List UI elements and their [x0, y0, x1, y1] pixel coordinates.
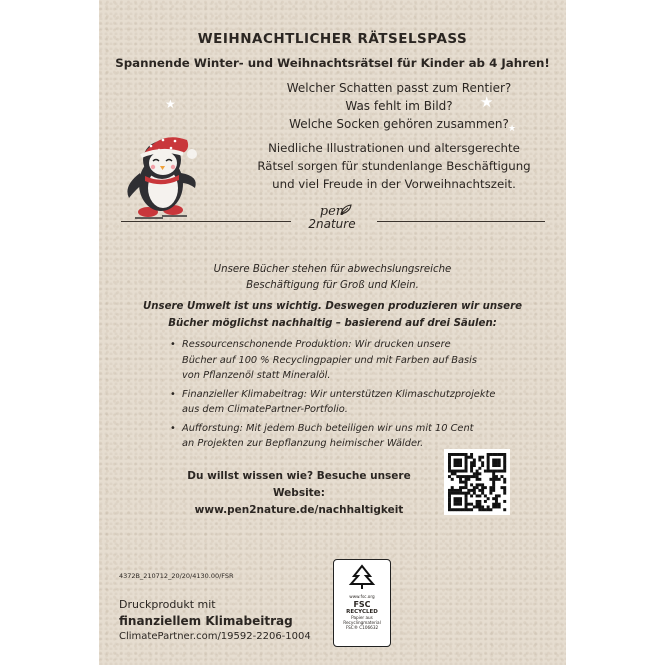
bullet-line: • Finanzieller Klimabeitrag: Wir unterstützen Klimaschutzprojekte	[182, 388, 496, 400]
fsc-recycled: RECYCLED	[346, 609, 378, 615]
bullet-line: an Projekten zur Bepflanzung heimischer Wälder.	[182, 438, 424, 449]
bullet-line: • Aufforstung: Mit jedem Buch beteiligen wir uns mit 10 Cent	[182, 422, 474, 434]
bullet-item	[167, 337, 497, 384]
bullet-line: aus dem ClimatePartner-Portfolio.	[182, 404, 348, 415]
fsc-logo	[333, 559, 391, 647]
question-list	[249, 79, 549, 133]
description	[234, 139, 554, 193]
back-cover-page	[99, 0, 566, 665]
penguin-illustration	[115, 128, 215, 225]
intro-text	[99, 262, 566, 294]
fsc-text1: Papier aus	[351, 615, 373, 620]
logo-line2: 2nature	[308, 217, 356, 231]
question-item: Welcher Schatten passt zum Rentier?	[286, 81, 512, 95]
star-icon: ★	[165, 97, 176, 111]
pen2nature-logo	[297, 205, 367, 231]
page-title: WEIHNACHTLICHER RÄTSELSPASS	[197, 31, 468, 47]
intro-line: Unsere Bücher stehen für abwechslungsreiche	[213, 264, 452, 275]
question-item: Was fehlt im Bild?	[345, 99, 453, 113]
climate-line3: ClimatePartner.com/19592-2206-1004	[119, 631, 311, 642]
intro-bold-line: Bücher möglichst nachhaltig – basierend auf drei Säulen:	[168, 318, 497, 329]
fsc-url: www.fsc.org	[349, 594, 375, 599]
bullet-item	[167, 387, 497, 418]
fsc-text2: Recyclingmaterial	[343, 620, 381, 625]
website-link[interactable]: www.pen2nature.de/nachhaltigkeit	[194, 504, 404, 516]
sustainability-bullets	[167, 337, 497, 455]
bullet-line: Bücher auf 100 % Recyclingpapier und mit Farben auf Basis	[182, 354, 477, 366]
leaf-icon	[339, 204, 353, 216]
question-item: Welche Socken gehören zusammen?	[289, 117, 509, 131]
description-line: Niedliche Illustrationen und altersgerechte	[268, 141, 520, 155]
divider-left	[121, 221, 291, 222]
bullet-item	[167, 421, 497, 452]
bullet-line: • Ressourcenschonende Produktion: Wir drucken unsere	[182, 339, 451, 350]
climate-label	[119, 597, 311, 645]
cta-line: Du willst wissen wie? Besuche unsere Website:	[187, 470, 411, 499]
print-code: 4372B_210712_20/20/4130.00/FSR	[119, 572, 234, 580]
description-line: Rätsel sorgen für stundenlange Beschäftigung	[257, 159, 531, 173]
intro-line: Beschäftigung für Groß und Klein.	[246, 280, 419, 291]
climate-line2: finanziellem Klimabeitrag	[119, 614, 293, 628]
description-line: und viel Freude in der Vorweihnachtszeit.	[272, 177, 516, 191]
climate-line1: Druckprodukt mit	[119, 598, 216, 611]
website-cta	[169, 468, 429, 519]
intro-bold-text	[99, 298, 566, 332]
star-icon: ★	[508, 124, 517, 134]
fsc-tree-icon	[347, 564, 377, 590]
fsc-license: FSC® C106632	[345, 625, 379, 630]
logo-line1: pen	[319, 204, 345, 219]
subtitle: Spannende Winter- und Weihnachtsrätsel für Kinder ab 4 Jahren!	[115, 56, 550, 70]
intro-bold-line: Unsere Umwelt ist uns wichtig. Deswegen produzieren wir unsere	[142, 301, 522, 312]
qr-code[interactable]	[444, 449, 510, 515]
fsc-name: FSC	[353, 600, 371, 609]
bullet-line: von Pflanzenöl statt Mineralöl.	[182, 370, 331, 381]
qr-code-graphic	[444, 449, 510, 515]
star-icon: ★	[480, 93, 494, 111]
divider-right	[377, 221, 545, 222]
